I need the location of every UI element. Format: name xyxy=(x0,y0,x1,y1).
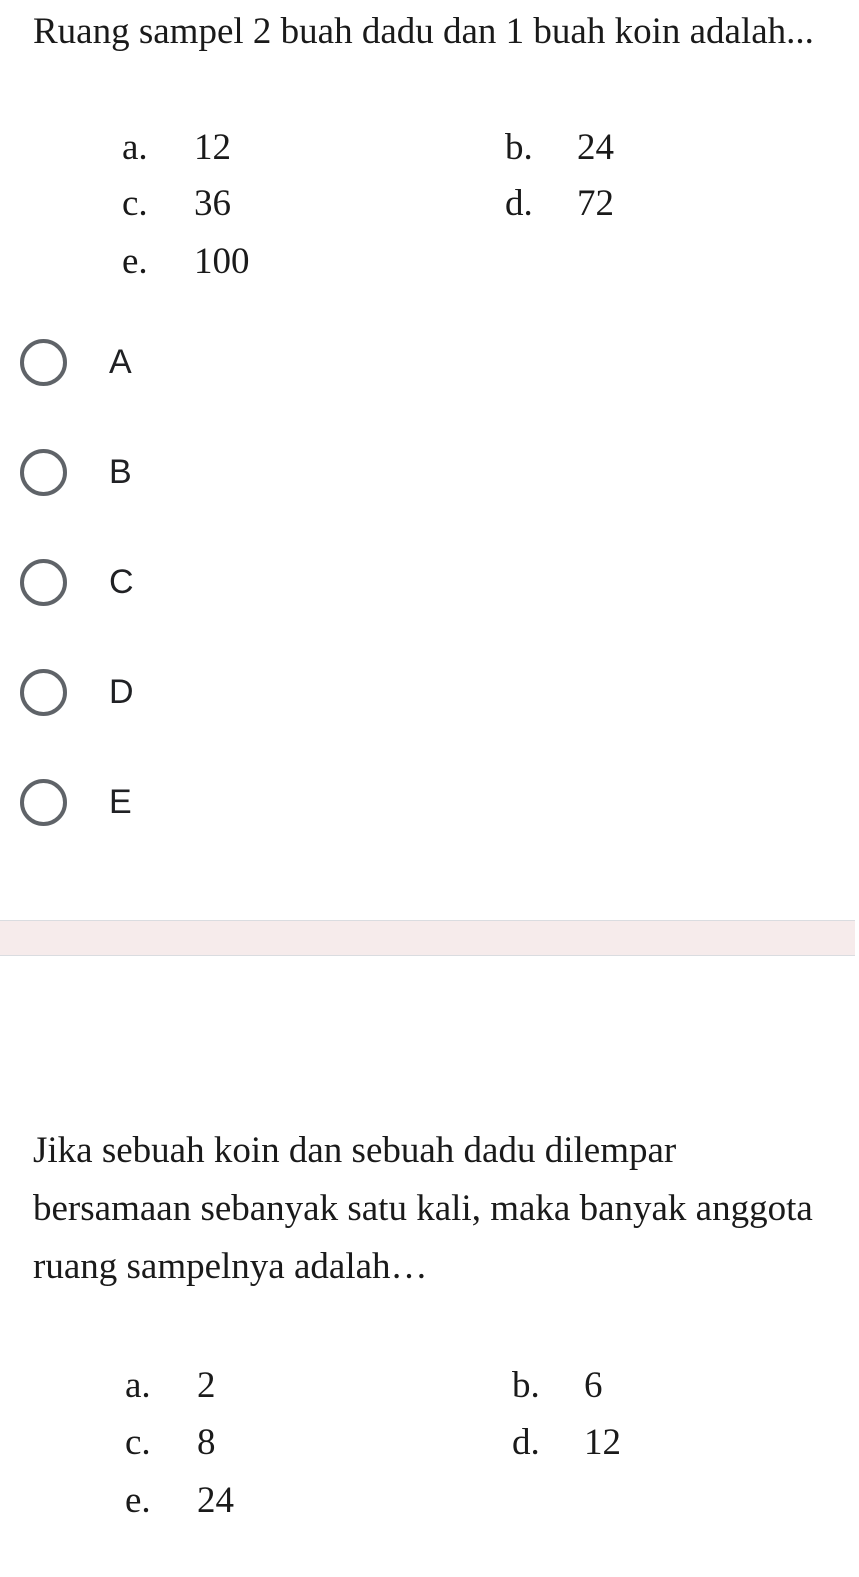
choice-value: 12 xyxy=(194,127,231,168)
radio-option-c[interactable] xyxy=(20,554,134,610)
choice-letter: d. xyxy=(505,183,533,224)
radio-label: D xyxy=(109,672,134,711)
choice-value: 36 xyxy=(194,183,231,224)
choice-letter: b. xyxy=(512,1365,540,1406)
choice-value: 24 xyxy=(577,127,614,168)
choice-letter: a. xyxy=(125,1365,151,1406)
radio-label: B xyxy=(109,452,132,491)
q1-choice-a xyxy=(122,126,231,170)
choice-letter: b. xyxy=(505,127,533,168)
choice-letter: e. xyxy=(122,241,148,282)
choice-value: 100 xyxy=(194,241,250,282)
q1-choice-e xyxy=(122,240,250,284)
radio-label: E xyxy=(109,782,132,821)
radio-label: A xyxy=(109,342,132,381)
q2-choice-a xyxy=(125,1364,216,1408)
radio-option-b[interactable] xyxy=(20,444,132,500)
q2-choice-c xyxy=(125,1421,216,1465)
choice-value: 72 xyxy=(577,183,614,224)
radio-circle-icon[interactable] xyxy=(20,449,67,496)
q2-choice-e xyxy=(125,1479,234,1523)
q1-choice-b xyxy=(505,126,614,170)
choice-letter: c. xyxy=(122,183,148,224)
choice-value: 8 xyxy=(197,1422,216,1463)
radio-circle-icon[interactable] xyxy=(20,669,67,716)
radio-option-a[interactable] xyxy=(20,334,132,390)
choice-letter: a. xyxy=(122,127,148,168)
question-2-text: Jika sebuah koin dan sebuah dadu dilempar bersamaan sebanyak satu kali, maka banyak anggota ruang sampelnya adalah… xyxy=(33,1130,813,1287)
radio-circle-icon[interactable] xyxy=(20,779,67,826)
q2-choice-b xyxy=(512,1364,603,1408)
choice-letter: c. xyxy=(125,1422,151,1463)
q1-choice-c xyxy=(122,182,231,226)
choice-letter: d. xyxy=(512,1422,540,1463)
q1-choice-d xyxy=(505,182,614,226)
choice-value: 24 xyxy=(197,1480,234,1521)
radio-label: C xyxy=(109,562,134,601)
choice-value: 6 xyxy=(584,1365,603,1406)
radio-circle-icon[interactable] xyxy=(20,559,67,606)
choice-letter: e. xyxy=(125,1480,151,1521)
section-divider xyxy=(0,920,855,956)
choice-value: 2 xyxy=(197,1365,216,1406)
choice-value: 12 xyxy=(584,1422,621,1463)
q2-choice-d xyxy=(512,1421,621,1465)
question-1-text: Ruang sampel 2 buah dadu dan 1 buah koin adalah... xyxy=(33,11,814,52)
radio-option-e[interactable] xyxy=(20,774,132,830)
radio-circle-icon[interactable] xyxy=(20,339,67,386)
radio-option-d[interactable] xyxy=(20,664,134,720)
